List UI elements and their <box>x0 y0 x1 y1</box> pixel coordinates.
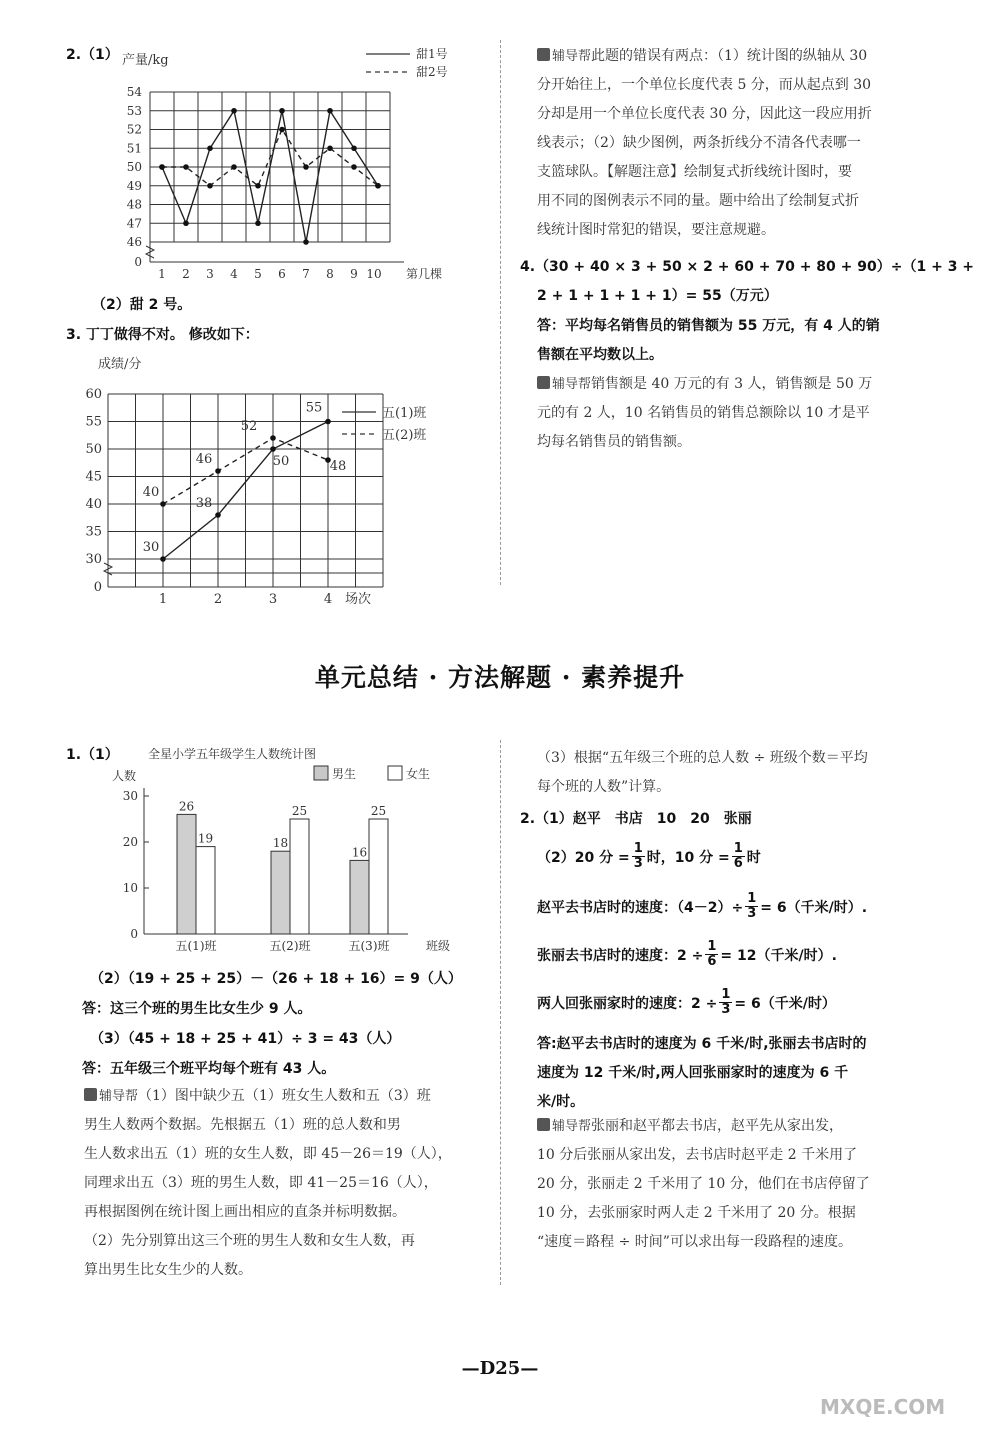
data-point <box>160 556 166 562</box>
help-line: 辅导帮（1）图中缺少五（1）班女生人数和五（3）班 <box>84 1082 494 1111</box>
q4-answer-2: 售额在平均数以上。 <box>537 347 663 363</box>
y-tick-label: 46 <box>126 235 142 249</box>
y-tick-label: 0 <box>134 255 142 269</box>
y-tick-label: 0 <box>93 580 102 595</box>
legend-swatch <box>314 766 328 780</box>
x-axis-label: 第几棵 <box>405 267 443 281</box>
y-tick-label: 20 <box>122 835 138 849</box>
q4-answer-1: 答：平均每名销售员的销售额为 55 万元，有 4 人的销 <box>537 318 880 334</box>
legend-label: 五(1)班 <box>382 406 427 421</box>
x-tick-label: 2 <box>213 592 223 607</box>
help-line: 男生人数两个数据。先根据五（1）班的总人数和男 <box>84 1117 401 1133</box>
data-label: 48 <box>329 459 347 474</box>
q2-2 <box>537 842 761 871</box>
s1-line-4: 答：五年级三个班平均每个班有 43 人。 <box>82 1061 336 1077</box>
y-tick-label: 30 <box>122 789 138 803</box>
x-tick-label: 1 <box>158 267 166 281</box>
helper-book-icon <box>537 1118 550 1131</box>
page-number: —D25— <box>461 1358 539 1379</box>
bar <box>271 851 290 934</box>
data-point <box>159 164 165 170</box>
y-tick-label: 0 <box>130 927 138 941</box>
bar-value-label: 19 <box>197 831 214 846</box>
q3-label: 3. 丁丁做得不对。 修改如下： <box>66 327 259 343</box>
y-axis-label: 人数 <box>112 769 137 783</box>
help-line: 用不同的图例表示不同的量。题中给出了绘制复式折 <box>537 193 859 209</box>
help-line: 元的有 2 人，10 名销售员的销售总额除以 10 才是平 <box>537 405 870 421</box>
x-tick-label: 10 <box>366 267 382 281</box>
fraction: $\frac{1}{6}$ <box>707 939 717 969</box>
data-label: 46 <box>195 452 213 467</box>
help-line: “速度＝路程 ÷ 时间”可以求出每一段路程的速度。 <box>537 1234 852 1250</box>
chart-students-count <box>108 740 478 962</box>
data-point <box>255 220 261 226</box>
fraction: $\frac{1}{3}$ <box>747 891 757 921</box>
speed-zhaoping: 赵平去书店时的速度：（4－2）÷ $\frac{1}{3}$ = 6（千米/时）. <box>537 891 868 921</box>
help-label: 辅导帮 <box>552 49 592 64</box>
x-tick-label: 5 <box>254 267 262 281</box>
answer-line: 速度为 12 千米/时,两人回张丽家时的速度为 6 千 <box>537 1065 849 1081</box>
x-tick-label: 3 <box>268 592 278 607</box>
bar-value-label: 25 <box>370 804 387 818</box>
q2-part2: （2）甜 2 号。 <box>92 297 192 313</box>
data-point <box>215 468 221 474</box>
x-tick-label: 8 <box>326 267 334 281</box>
y-tick-label: 55 <box>85 414 102 430</box>
chart-class-scores <box>78 350 478 612</box>
data-point <box>231 164 237 170</box>
answer-line: 米/时。 <box>537 1094 585 1110</box>
help-line: 同理求出五（3）班的男生人数，即 41－25＝16（人）， <box>84 1175 438 1191</box>
help-line: 分却是用一个单位长度代表 30 分，因此这一段应用折 <box>537 106 872 122</box>
data-label: 38 <box>195 496 213 511</box>
legend-label: 五(2)班 <box>382 428 427 443</box>
data-label: 40 <box>142 485 160 500</box>
help-label: 辅导帮 <box>552 1119 592 1134</box>
data-label: 52 <box>240 419 258 434</box>
data-point <box>207 145 213 151</box>
bar-value-label: 25 <box>291 804 308 818</box>
axis-break <box>146 246 154 258</box>
fraction: $\frac{1}{3}$ <box>633 841 643 871</box>
x-tick-label: 3 <box>206 267 214 281</box>
legend-label: 男生 <box>332 767 357 781</box>
y-tick-label: 52 <box>126 122 142 137</box>
y-tick-label: 47 <box>126 216 142 231</box>
s1-line-2: 答：这三个班的男生比女生少 9 人。 <box>82 1001 312 1017</box>
data-point <box>183 220 189 226</box>
fraction: $\frac{1}{6}$ <box>733 841 743 871</box>
help-line: （2）先分别算出这三个班的男生人数和女生人数，再 <box>84 1233 415 1249</box>
legend-label: 甜1号 <box>416 47 448 61</box>
data-point <box>351 164 357 170</box>
x-tick-label: 4 <box>230 267 238 281</box>
q2-2-text-a: （2）20 分 = <box>537 849 630 866</box>
data-point <box>327 108 333 114</box>
data-point <box>231 108 237 114</box>
help-line: 辅导帮张丽和赵平都去书店，赵平先从家出发， <box>537 1112 947 1141</box>
q2-2-text-c: 时 <box>746 849 761 866</box>
legend-swatch <box>388 766 402 780</box>
column-divider-top <box>500 40 501 585</box>
help-line: 10 分，去张丽家时两人走 2 千米用了 20 分。根据 <box>537 1205 856 1221</box>
data-point <box>160 501 166 507</box>
q2-2-text-b: 时，10 分 = <box>646 849 730 866</box>
bar-value-label: 18 <box>272 836 289 851</box>
helper-book-icon <box>537 376 550 389</box>
y-tick-label: 50 <box>126 160 142 174</box>
s1-label: 1.（1） <box>66 747 119 763</box>
intro-block <box>537 744 947 802</box>
fraction: $\frac{1}{3}$ <box>721 987 731 1017</box>
x-axis-label: 场次 <box>344 592 372 607</box>
help-line: 支篮球队。【解题注意】绘制复式折线统计图时，要 <box>537 164 852 180</box>
y-tick-label: 30 <box>85 552 102 567</box>
help-block-1 <box>537 42 947 245</box>
q2-1: 2.（1）赵平 书店 10 20 张丽 <box>520 811 752 827</box>
help-line: 线表示；（2）缺少图例，两条折线分不清各代表哪一 <box>537 135 861 151</box>
data-point <box>303 239 309 245</box>
x-tick-label: 9 <box>350 267 358 281</box>
answer-line: 答:赵平去书店时的速度为 6 千米/时,张丽去书店时的 <box>537 1036 867 1052</box>
x-tick-label: 五(2)班 <box>269 939 311 953</box>
s1-line-1: （2）（19 + 25 + 25）－（26 + 18 + 16）= 9（人） <box>90 971 462 987</box>
x-tick-label: 7 <box>302 267 310 281</box>
bar <box>196 847 215 934</box>
help-block-3 <box>84 1082 494 1285</box>
helper-book-icon <box>537 48 550 61</box>
section-title: 单元总结 · 方法解题 · 素养提升 <box>314 663 686 692</box>
data-point <box>207 183 213 189</box>
data-label: 55 <box>305 400 323 416</box>
bar <box>369 819 388 934</box>
y-tick-label: 53 <box>126 103 142 118</box>
help-line: 辅导帮此题的错误有两点：（1）统计图的纵轴从 30 <box>537 42 947 71</box>
bar <box>290 819 309 934</box>
bar-value-label: 26 <box>178 799 195 814</box>
speed-answer <box>537 1030 947 1117</box>
data-point <box>375 183 381 189</box>
helper-book-icon <box>84 1088 97 1101</box>
help-line: 20 分，张丽走 2 千米用了 10 分，他们在书店停留了 <box>537 1176 870 1192</box>
intro-line: （3）根据“五年级三个班的总人数 ÷ 班级个数＝平均 <box>537 750 868 766</box>
y-tick-label: 35 <box>85 524 102 540</box>
column-divider-bottom <box>500 740 501 1285</box>
x-axis-label: 班级 <box>425 939 451 953</box>
data-point <box>327 145 333 151</box>
data-point <box>255 183 261 189</box>
y-tick-label: 49 <box>126 178 142 193</box>
watermark: MXQE.COM <box>820 1395 946 1419</box>
help-line: 线统计图时常犯的错误，要注意规避。 <box>537 222 775 238</box>
legend-label: 甜2号 <box>416 65 448 79</box>
y-tick-label: 40 <box>85 497 102 512</box>
q2-label: 2.（1） <box>66 47 119 63</box>
y-axis-label: 成绩/分 <box>98 357 142 372</box>
q4-line1: 4.（30 + 40 × 3 + 50 × 2 + 60 + 70 + 80 + 90）÷（1 + 3 + <box>520 259 975 275</box>
y-tick-label: 48 <box>126 197 142 212</box>
help-line: 生人数求出五（1）班的女生人数，即 45－26＝19（人）， <box>84 1146 452 1162</box>
data-point <box>270 435 276 441</box>
x-tick-label: 4 <box>323 592 333 607</box>
data-point <box>325 419 331 425</box>
y-tick-label: 54 <box>126 85 142 99</box>
data-point <box>215 512 221 518</box>
data-point <box>279 127 285 133</box>
y-tick-label: 45 <box>85 469 102 485</box>
bar-value-label: 16 <box>351 845 368 860</box>
y-axis-label: 产量/kg <box>122 53 169 68</box>
data-point <box>183 164 189 170</box>
intro-line: 每个班的人数”计算。 <box>537 779 671 795</box>
chart-tian-yield <box>118 40 478 290</box>
legend-label: 女生 <box>406 767 431 781</box>
chart-title: 全星小学五年级学生人数统计图 <box>148 747 317 761</box>
data-point <box>351 145 357 151</box>
help-line: 算出男生比女生少的人数。 <box>84 1262 252 1278</box>
x-tick-label: 五(1)班 <box>175 939 217 953</box>
data-point <box>279 108 285 114</box>
help-label: 辅导帮 <box>552 377 592 392</box>
data-point <box>270 446 276 452</box>
x-tick-label: 1 <box>158 592 168 607</box>
help-label: 辅导帮 <box>99 1089 139 1104</box>
speed-zhangli: 张丽去书店时的速度：2 ÷ $\frac{1}{6}$ = 12（千米/时）. <box>537 939 837 969</box>
speed-return: 两人回张丽家时的速度：2 ÷ $\frac{1}{3}$ = 6（千米/时） <box>537 987 836 1017</box>
bar <box>177 814 196 934</box>
x-tick-label: 五(3)班 <box>348 939 390 953</box>
s1-line-3: （3）（45 + 18 + 25 + 41）÷ 3 = 43（人） <box>90 1031 401 1047</box>
help-line: 再根据图例在统计图上画出相应的直条并标明数据。 <box>84 1204 406 1220</box>
help-block-4 <box>537 1112 947 1257</box>
y-tick-label: 51 <box>126 141 142 156</box>
y-tick-label: 50 <box>85 442 102 457</box>
x-tick-label: 2 <box>182 267 190 281</box>
help-line: 10 分后张丽从家出发，去书店时赵平走 2 千米用了 <box>537 1147 858 1163</box>
help-line: 辅导帮销售额是 40 万元的有 3 人，销售额是 50 万 <box>537 370 947 399</box>
q4-line2: 2 + 1 + 1 + 1 + 1）= 55（万元） <box>537 288 778 304</box>
help-line: 分开始往上，一个单位长度代表 5 分，而从起点到 30 <box>537 77 872 93</box>
data-point <box>303 164 309 170</box>
bar <box>350 860 369 934</box>
help-line: 均每名销售员的销售额。 <box>537 434 691 450</box>
y-tick-label: 60 <box>85 387 102 402</box>
data-label: 30 <box>142 540 160 555</box>
x-tick-label: 6 <box>278 267 286 281</box>
data-label: 50 <box>272 454 290 469</box>
y-tick-label: 10 <box>122 881 138 895</box>
help-block-2 <box>537 370 947 457</box>
